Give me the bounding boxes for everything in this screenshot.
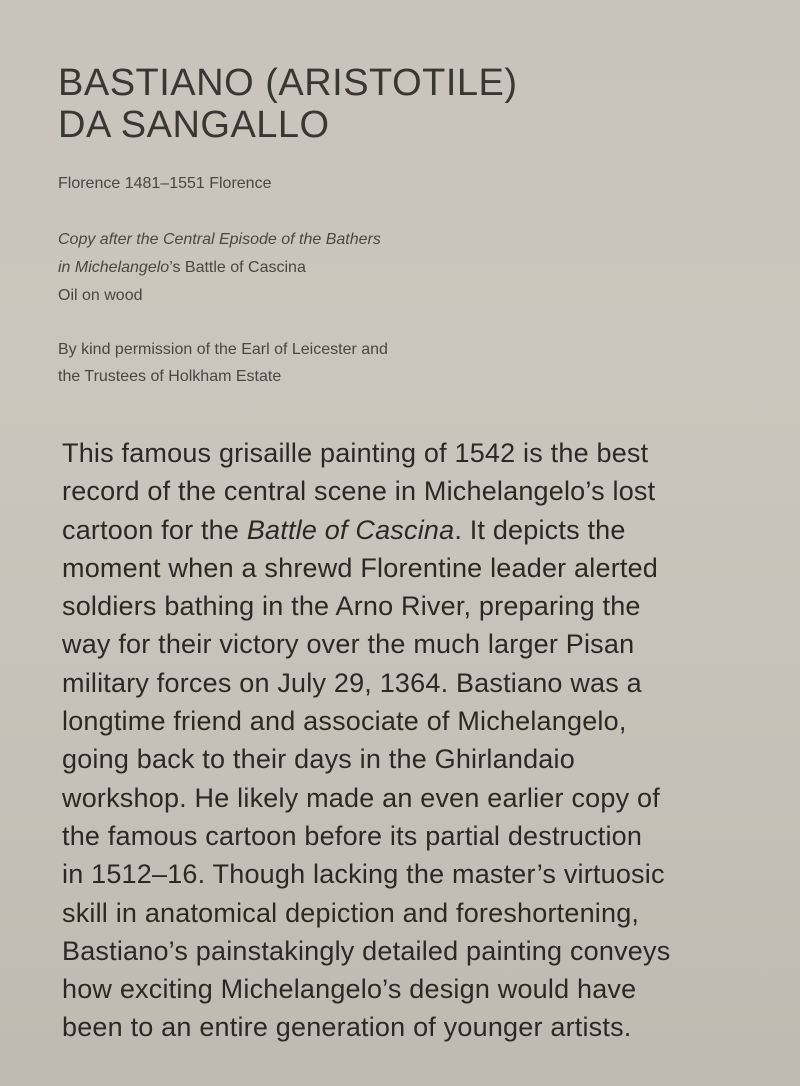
description-line: been to an entire generation of younger artists.: [62, 1012, 632, 1043]
credit-line-1: By kind permission of the Earl of Leicester and: [58, 341, 388, 358]
artist-name: [58, 62, 518, 146]
description-text: . It depicts the: [454, 514, 626, 545]
description-line: going back to their days in the Ghirlandaio: [62, 744, 575, 775]
description-line: how exciting Michelangelo’s design would have: [62, 974, 637, 1005]
work-title-line-1: Copy after the Central Episode of the Bathers: [58, 231, 381, 248]
work-medium: Oil on wood: [58, 287, 143, 304]
artist-name-line-2: DA SANGALLO: [58, 104, 330, 146]
description-line: way for their victory over the much larger Pisan: [62, 629, 635, 660]
artist-dates: Florence 1481–1551 Florence: [58, 175, 272, 192]
description-line: moment when a shrewd Florentine leader alerted: [62, 552, 659, 583]
work-title-line-2-rest: ’s Battle of Cascina: [169, 259, 306, 276]
description-line: record of the central scene in Michelangelo’s lost: [62, 476, 656, 507]
description-text: cartoon for the: [62, 514, 247, 545]
description-line: Bastiano’s painstakingly detailed painting conveys: [62, 935, 671, 966]
description-line: soldiers bathing in the Arno River, preparing the: [62, 591, 641, 622]
description-line: longtime friend and associate of Michelangelo,: [62, 706, 627, 737]
description-line: [62, 511, 762, 549]
work-title-line-2: [58, 254, 381, 282]
credit-line: [58, 336, 388, 390]
artwork-reference: Battle of Cascina: [246, 514, 455, 545]
description-line: This famous grisaille painting of 1542 is the best: [62, 438, 649, 468]
description-line: military forces on July 29, 1364. Bastiano was a: [62, 667, 642, 698]
description-line: skill in anatomical depiction and foreshortening,: [62, 897, 640, 928]
description: [62, 434, 762, 1047]
description-line: in 1512–16. Though lacking the master’s virtuosic: [62, 859, 665, 890]
description-line: the famous cartoon before its partial destruction: [62, 820, 643, 851]
work-title-line-2-italic: in Michelangelo: [58, 259, 170, 276]
credit-line-2: the Trustees of Holkham Estate: [58, 368, 282, 385]
artist-name-line-1: BASTIANO (ARISTOTILE): [58, 62, 518, 104]
description-line: workshop. He likely made an even earlier copy of: [62, 782, 660, 813]
work-details: [58, 226, 381, 310]
